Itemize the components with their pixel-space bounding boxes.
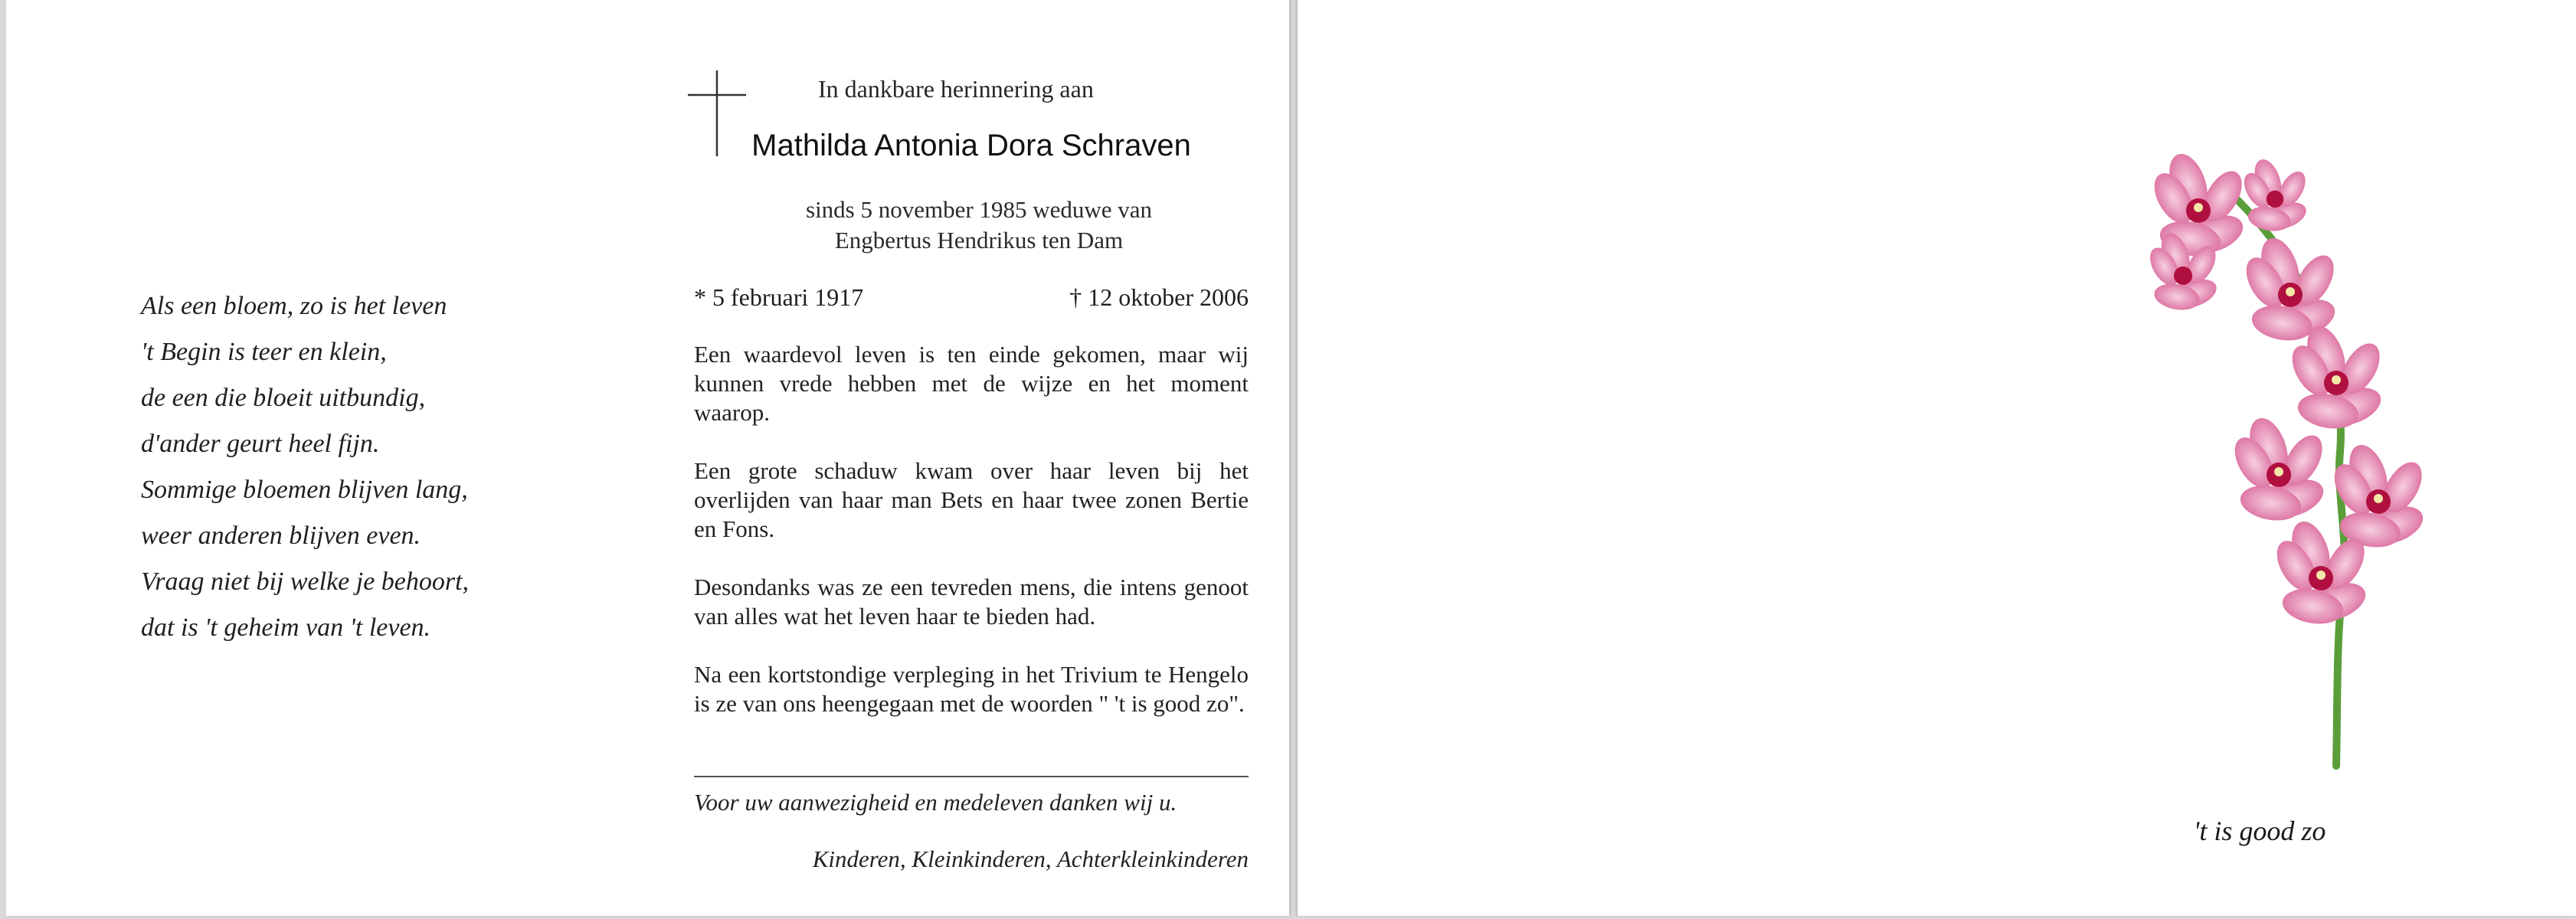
widow-note: [711, 195, 1247, 256]
intro-text: In dankbare herinnering aan: [818, 75, 1094, 103]
paragraph: Een grote schaduw kwam over haar leven bij het overlijden van haar man Bets en haar twee zonen Bertie en Fons.: [694, 457, 1249, 542]
poem-line: de een die bloeit uitbundig,: [141, 384, 426, 412]
birth-date: * 5 februari 1917: [694, 283, 864, 311]
poem-line: Vraag niet bij welke je behoort,: [141, 567, 470, 596]
left-panel: [6, 0, 1289, 916]
thanks-line: Voor uw aanwezigheid en medeleven danken wij u.: [694, 789, 1177, 816]
death-date: † 12 oktober 2006: [1069, 283, 1249, 311]
divider: [694, 776, 1249, 777]
caption: 't is good zo: [2193, 816, 2326, 846]
spouse-name: Engbertus Hendrikus ten Dam: [834, 227, 1124, 253]
deceased-name: Mathilda Antonia Dora Schraven: [751, 129, 1191, 162]
signature-line: Kinderen, Kleinkinderen, Achterkleinkinderen: [812, 845, 1249, 872]
memorial-text: [694, 340, 1249, 747]
poem-line: d'ander geurt heel fijn.: [141, 430, 380, 458]
poem-line: 't Begin is teer en klein,: [141, 338, 387, 366]
widow-line: sinds 5 november 1985 weduwe van: [806, 196, 1152, 223]
poem-line: Sommige bloemen blijven lang,: [141, 476, 468, 504]
poem-line: dat is 't geheim van 't leven.: [141, 613, 431, 642]
cross-icon: [688, 70, 746, 156]
paragraph: Een waardevol leven is ten einde gekomen, maar wij kunnen vrede hebben met de wijze en het moment waarop.: [694, 341, 1249, 426]
paragraph: Desondanks was ze een tevreden mens, die intens genoot van alles wat het leven haar te bieden had.: [694, 574, 1249, 630]
paragraph: Na een kortstondige verpleging in het Trivium te Hengelo is ze van ons heengegaan met de woorden " 't is good zo".: [694, 661, 1249, 717]
poem-line: Als een bloem, zo is het leven: [141, 292, 447, 320]
poem: [141, 283, 469, 651]
poem-line: weer anderen blijven even.: [141, 522, 421, 550]
orchid-illustration: [2114, 153, 2451, 781]
